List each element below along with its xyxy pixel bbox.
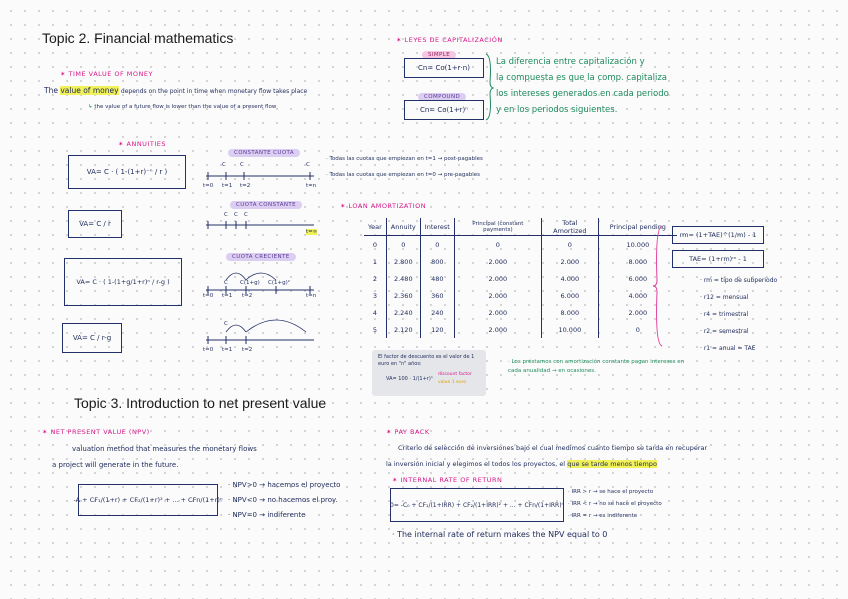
perpetuity-formula: VA= C / r (79, 220, 111, 228)
timeline3-t1: t=1 (222, 293, 233, 299)
timeline3-t0: t=0 (203, 293, 214, 299)
table-row: 4 2.240 240 2.000 8.000 2.000 (364, 304, 677, 321)
timeline-growing-perpetuity (206, 310, 324, 346)
loan-pink-bracket (652, 224, 664, 348)
tae-formula-2: TAE= (1+rm)ᵐ - 1 (689, 255, 747, 263)
discount-factor-box: El factor de descuento es el valor de 1 euro en "n" años: VA= 100 · 1/(1+r)ⁿ discount factor value 1 euro (372, 350, 486, 396)
timeline-growing (206, 262, 324, 296)
timeline4-t1: t=1 (222, 347, 233, 353)
tae-formula-1: rm= (1+TAE)^(1/m) - 1 (679, 231, 757, 239)
timeline2-tinf: t=∞ (306, 229, 318, 235)
growing-perpetuity-formula-box (62, 323, 122, 353)
compound-formula: Cn= Co(1+r)ⁿ (419, 106, 469, 114)
npv-heading: ✶ NET PRESENT VALUE (NPV) (42, 428, 150, 436)
discount-formula: VA= 100 · 1/(1+r)ⁿ (386, 376, 433, 382)
col-annuity: Annuity (386, 218, 420, 236)
annuities-note-pre: · Todas las cuotas que empiezan en t=0 → pre-pagables (326, 172, 481, 178)
irr-rules: · IRR > r → se hace el proyecto · IRR < r → no se hace el proyecto · IRR = r → es indiferente (568, 489, 662, 519)
col-total-amortized: Total Amortized (541, 218, 598, 236)
irr-note: · The internal rate of return makes the NPV equal to 0 (392, 530, 608, 539)
laws-bracket (484, 52, 494, 122)
col-principal-pending: Principal pending (598, 218, 677, 236)
laws-note: La diferencia entre capitalización y la compuesta es que la comp. capitaliza los intereses generados en cada periodo y en los periodos siguientes. (496, 57, 669, 115)
compound-formula-box (404, 100, 484, 120)
timeline2-c1: C (224, 212, 228, 218)
col-year: Year (364, 218, 386, 236)
payback-def-2: la inversión inicial y elegimos el todos los proyectos, el que se tarde menos tiempo (386, 460, 657, 468)
timeline3-c2: C(1+g) (240, 280, 260, 286)
tvm-heading: ✶ TIME VALUE OF MONEY (60, 70, 153, 78)
timeline1-tn: t=n (306, 183, 317, 189)
timeline1-c2: C (240, 162, 244, 168)
timeline1-t1: t=1 (222, 183, 233, 189)
npv-formula-box (73, 484, 223, 516)
annuity-formula: VA= C · ( 1-(1+r)⁻ⁿ / r ) (86, 168, 168, 176)
irr-heading: ✶ INTERNAL RATE OF RETURN (392, 476, 503, 484)
timeline3-t2: t=2 (242, 293, 253, 299)
npv-def-2: a project will generate in the future. (52, 461, 179, 469)
discount-tag-2: value 1 euro (438, 380, 467, 385)
discount-tag-1: discount factor (438, 372, 472, 377)
loan-table-header (364, 218, 677, 236)
tag-constant: CONSTANTE CUOTA (228, 149, 300, 157)
irr-formula-box (390, 488, 564, 522)
annuities-note-post: · Todas las cuotas que empiezan en t=1 → post-pagables (326, 156, 483, 162)
loan-note: · Los préstamos con amortización constante pagan intereses en cada anualidad → en ocasiones. (508, 359, 685, 374)
tae-bullets: · rm = tipo de subperiodo · r12 = mensual · r4 = trimestral · r2 = semestral · r1 = anual = TAE (700, 277, 778, 352)
table-row: 5 2.120 120 2.000 10.000 0 (364, 321, 677, 338)
compound-tag: COMPOUND (418, 93, 466, 101)
timeline2-c3: C (244, 212, 248, 218)
col-interest: Interest (420, 218, 454, 236)
timeline2-c2: C (234, 212, 238, 218)
timeline1-c1: C (222, 162, 226, 168)
payback-heading: ✶ PAY BACK (386, 428, 430, 436)
growing-annuity-formula: VA= C · ( 1-(1+g/1+r)ⁿ / r-g ) (76, 278, 170, 286)
col-principal: Principal (constant payments) (454, 218, 541, 236)
perpetuity-formula-box (68, 210, 122, 238)
topic2-title: Topic 2. Financial mathematics (42, 30, 234, 46)
payback-def-1: Criterio de selección de inversiones bajo el cual medimos cuánto tiempo se tarda en recuperar (398, 444, 708, 452)
timeline4-c: C (224, 321, 228, 327)
tvm-note: ↳ the value of a future flow is lower than the value of a present flow (88, 104, 277, 110)
npv-formula: -A + CF₁/(1+r) + CF₂/(1+r)² + ... + CFn/(1+r)ⁿ (73, 496, 223, 504)
table-row: 2 2.480 480 2.000 4.000 6.000 (364, 270, 677, 287)
table-row: 3 2.360 360 2.000 6.000 4.000 (364, 287, 677, 304)
timeline4-t2: t=2 (242, 347, 253, 353)
timeline3-c: C (224, 280, 228, 286)
tae-formula-box-2 (672, 250, 764, 268)
timeline1-t0: t=0 (203, 183, 214, 189)
npv-def-1: valuation method that measures the monetary flows (72, 445, 257, 453)
tag-perpetuity: CUOTA CONSTANTE (230, 201, 302, 209)
simple-formula: Cn= Co(1+r·n) (418, 64, 470, 72)
timeline1-t2: t=2 (240, 183, 251, 189)
simple-formula-box (404, 58, 484, 78)
topic3-title: Topic 3. Introduction to net present value (74, 395, 327, 411)
timeline3-c3: C(1+g)² (268, 280, 290, 286)
annuities-heading: ✶ ANNUITIES (118, 140, 166, 148)
table-row: 1 2.800 800 2.000 2.000 8.000 (364, 253, 677, 270)
simple-tag: SIMPLE (422, 51, 456, 59)
timeline-annuity (206, 168, 318, 184)
tvm-definition: The value of money depends on the point in time when monetary flow takes place (44, 86, 308, 95)
timeline1-cn: C (306, 162, 310, 168)
irr-formula: 0= -C₀ + CF₁/(1+IRR) + CF₂/(1+IRR)² + ... + CFn/(1+IRR)ⁿ (390, 501, 564, 509)
laws-heading: ✶ LEYES DE CAPITALIZACIÓN (396, 36, 503, 44)
timeline4-t0: t=0 (203, 347, 214, 353)
loan-heading: ✶ LOAN AMORTIZATION (340, 202, 427, 210)
annuity-formula-box (68, 155, 186, 189)
growing-perpetuity-formula: VA= C / r-g (72, 334, 112, 342)
timeline3-tn: t=n (306, 293, 317, 299)
growing-annuity-formula-box (64, 258, 182, 306)
table-row: 0 0 0 0 0 10.000 (364, 236, 677, 254)
tag-growing: CUOTA CRECIENTE (226, 253, 296, 261)
npv-rules: · NPV>0 → hacemos el proyecto · NPV<0 → no hacemos el proy. · NPV=0 → indiferente (228, 481, 341, 519)
loan-table (364, 218, 677, 338)
tae-formula-box-1 (672, 226, 764, 244)
